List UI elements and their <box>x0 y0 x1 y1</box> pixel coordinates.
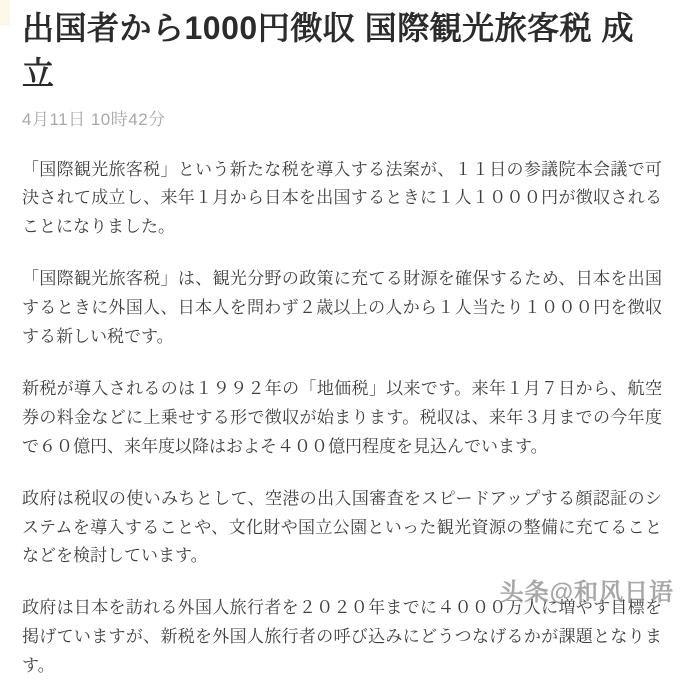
article-paragraph: 政府は税収の使いみちとして、空港の出入国審査をスピードアップする顔認証のシステムを導入することや、文化財や国立公園といった観光資源の整備に充てることなどを検討しています。 <box>22 488 662 566</box>
article-paragraph: 「国際観光旅客税」という新たな税を導入する法案が、１１日の参議院本会議で可決されて成立し、来年１月から日本を出国するときに１人１０００円が徴収されることになりました。 <box>22 159 662 237</box>
article-paragraph: 「国際観光旅客税」は、観光分野の政策に充てる財源を確保するため、日本を出国するときに外国人、日本人を問わず２歳以上の人から１人当たり１０００円を徴収する新しい税です。 <box>22 269 662 347</box>
article-body <box>22 156 662 681</box>
article-date: 4月11日 10時42分 <box>22 109 166 129</box>
article-paragraph: 新税が導入されるのは１９９２年の「地価税」以来です。来年１月７日から、航空券の料金などに上乗せする形で徴収が始まります。税収は、来年３月までの今年度で６０億円、来年度以降はおよそ４００億円程度を見込んでいます。 <box>22 378 662 456</box>
toutiao-watermark: 头条@和风日语 <box>499 579 674 606</box>
article-paragraph: 政府は日本を訪れる外国人旅行者を２０２０年までに４０００万人に増やす目標を掲げていますが、新税を外国人旅行者の呼び込みにどうつなげるかが課題となります。 <box>22 598 662 676</box>
article-title: 出国者から1000円徴収 国際観光旅客税 成立 <box>22 10 634 91</box>
